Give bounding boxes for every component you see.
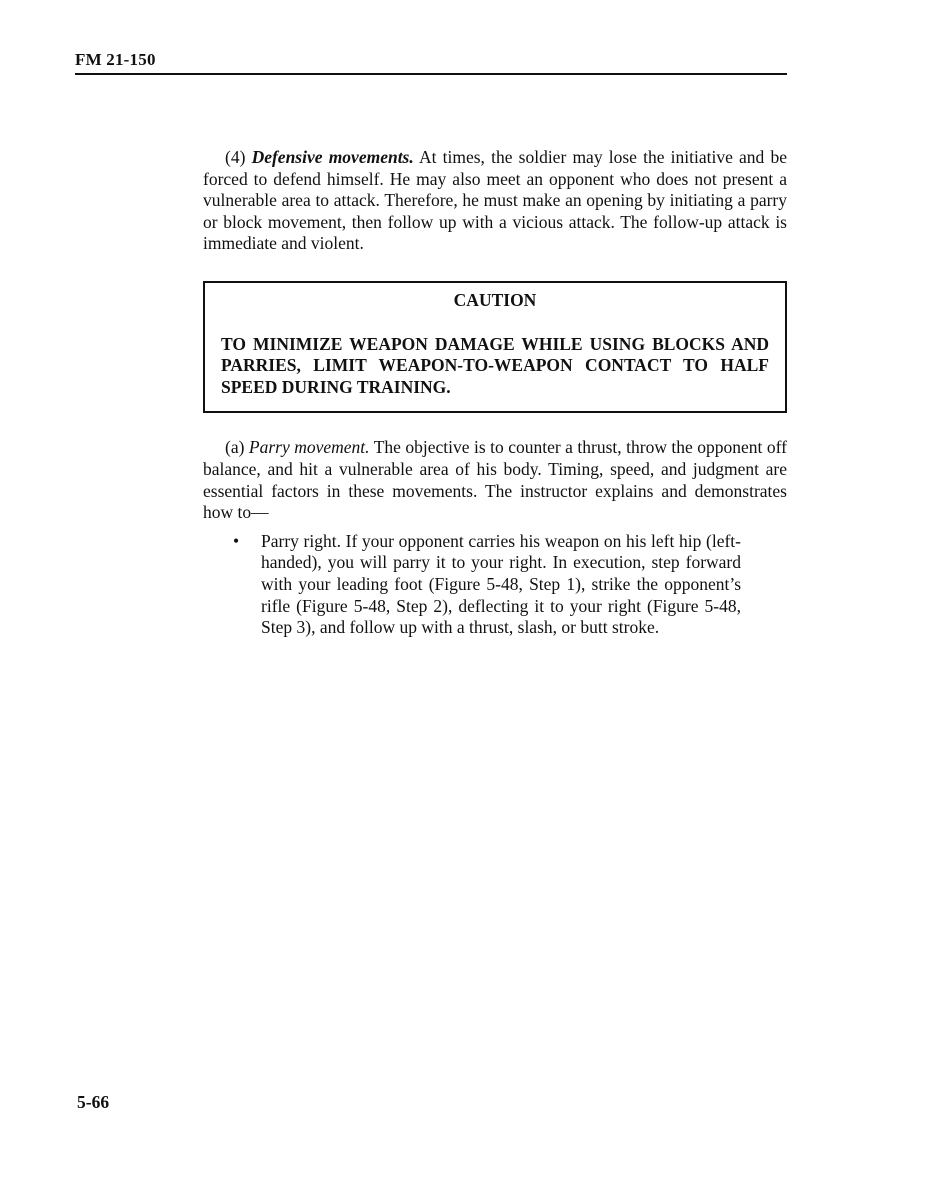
bullet-text: Parry right. If your opponent carries his weapon on his left hip (left-handed), you will parry it to your right. In execution, step forward with your leading foot (Figure 5-48, Step 1), strike the opponent’s rifle (Figure 5-48, Step 2), deflecting it to your right (Figure 5-48, Step 3), and follow up with a thrust, slash, or butt stroke. <box>261 530 741 638</box>
caution-body: TO MINIMIZE WEAPON DAMAGE WHILE USING BLOCKS AND PARRIES, LIMIT WEAPON-TO-WEAPON CONTACT TO HALF SPEED DURING TRAINING. <box>221 333 769 397</box>
header-title: FM 21-150 <box>75 50 156 69</box>
page-number: 5-66 <box>77 1092 110 1112</box>
paragraph-label: (4) <box>225 147 252 167</box>
caution-box <box>203 281 787 413</box>
paragraph-parry-movement <box>203 437 787 523</box>
paragraph-lead: Defensive movements. <box>251 147 414 167</box>
header-rule <box>75 73 787 75</box>
paragraph-lead: Parry movement. <box>248 437 370 458</box>
bullet-item <box>203 531 787 639</box>
paragraph-text: The objective is to counter a thrust, throw the opponent off balance, and hit a vulnerable area of his body. Timing, speed, and judgment are essential factors in these movements. The instructor explains and demonstrates how to— <box>203 437 787 523</box>
page-content <box>203 147 787 639</box>
paragraph-label: (a) <box>225 437 249 458</box>
bullet-list <box>203 531 787 639</box>
paragraph-text: At times, the soldier may lose the initiative and be forced to defend himself. He may also meet an opponent who does not present a vulnerable area to attack. Therefore, he must make an opening by initiating a parry or block movement, then follow up with a vicious attack. The follow-up attack is immediate and violent. <box>203 147 787 254</box>
caution-title: CAUTION <box>453 289 537 310</box>
bullet-marker: • <box>233 530 240 551</box>
page-header <box>75 50 787 75</box>
paragraph-defensive-movements <box>203 147 787 255</box>
